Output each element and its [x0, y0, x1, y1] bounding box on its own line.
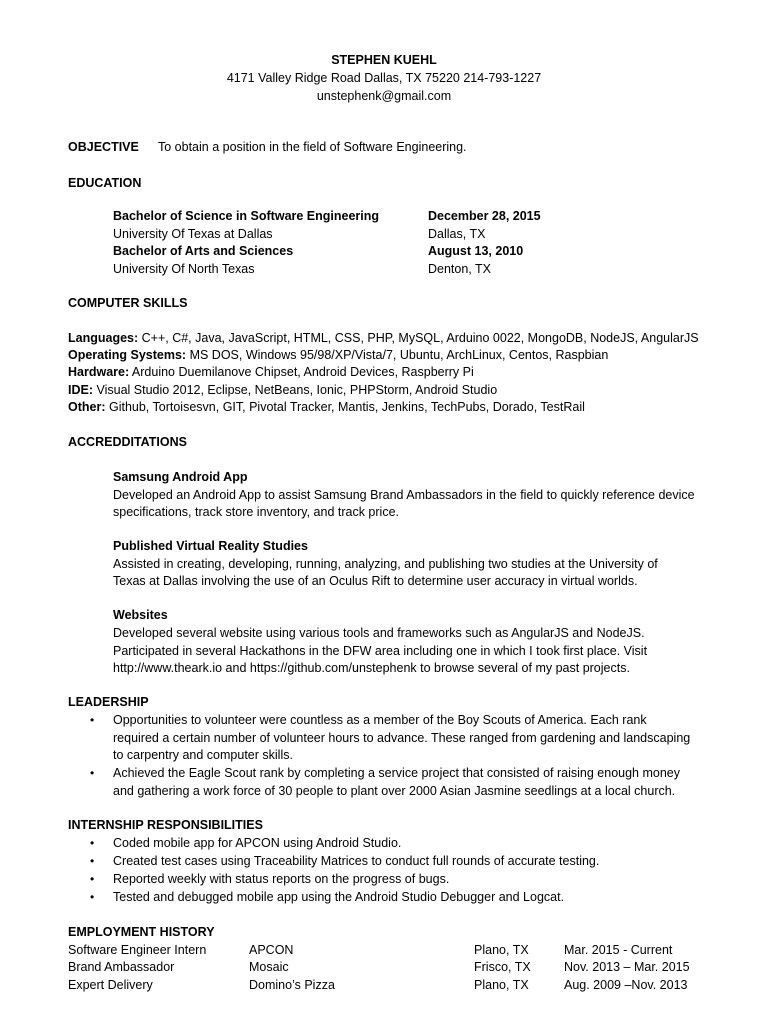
internship-item: Coded mobile app for APCON using Android Studio.: [113, 836, 402, 850]
bullet-icon: •: [90, 766, 95, 780]
accreditation-text: Developed an Android App to assist Samsung Brand Ambassadors in the field to quickly reference device: [113, 488, 695, 502]
leadership-text: Opportunities to volunteer were countless as a member of the Boy Scouts of America. Each rank: [113, 713, 647, 727]
accreditation-title: Samsung Android App: [113, 470, 248, 484]
skill-line: [68, 330, 699, 347]
job-title: Brand Ambassador: [68, 960, 175, 974]
objective-text: To obtain a position in the field of Software Engineering.: [158, 140, 467, 154]
accreditation-text: Developed several website using various tools and frameworks such as AngularJS and NodeJS.: [113, 626, 645, 640]
skill-value: C++, C#, Java, JavaScript, HTML, CSS, PHP, MySQL, Arduino 0022, MongoDB, NodeJS, AngularJS: [138, 331, 699, 345]
school-location: Denton, TX: [428, 262, 492, 276]
bullet-icon: •: [90, 890, 95, 904]
bullet-icon: •: [90, 854, 95, 868]
accreditation-title: Published Virtual Reality Studies: [113, 539, 308, 553]
skill-value: Arduino Duemilanove Chipset, Android Devices, Raspberry Pi: [129, 365, 474, 379]
skill-line: [68, 399, 585, 416]
job-company: Domino’s Pizza: [249, 978, 335, 992]
job-dates: Mar. 2015 - Current: [564, 943, 673, 957]
accreditations-heading: ACCREDDITATIONS: [68, 435, 187, 449]
candidate-name: STEPHEN KUEHL: [331, 53, 437, 67]
degree-title: Bachelor of Science in Software Engineering: [113, 209, 380, 223]
skill-label: Operating Systems:: [68, 348, 187, 362]
leadership-text: required a certain number of volunteer hours to advance. These ranged from gardening and landscaping: [113, 731, 691, 745]
job-location: Plano, TX: [474, 978, 529, 992]
skill-label: Languages:: [68, 331, 139, 345]
contact-email: unstephenk@gmail.com: [316, 89, 452, 103]
degree-date: August 13, 2010: [428, 244, 524, 258]
skill-label: IDE:: [68, 383, 93, 397]
accreditation-text: specifications, track store inventory, and track price.: [113, 505, 399, 519]
job-company: Mosaic: [249, 960, 289, 974]
internship-item: Reported weekly with status reports on the progress of bugs.: [113, 872, 450, 886]
job-location: Plano, TX: [474, 943, 529, 957]
skills-heading: COMPUTER SKILLS: [68, 296, 188, 310]
objective-heading: OBJECTIVE: [68, 140, 139, 154]
accreditation-text: Assisted in creating, developing, running, analyzing, and publishing two studies at the University of: [113, 557, 658, 571]
degree-date: December 28, 2015: [428, 209, 541, 223]
skill-value: Github, Tortoisesvn, GIT, Pivotal Tracker, Mantis, Jenkins, TechPubs, Dorado, TestRail: [105, 400, 585, 414]
skill-line: [68, 364, 474, 381]
job-location: Frisco, TX: [474, 960, 531, 974]
job-company: APCON: [249, 943, 294, 957]
school-location: Dallas, TX: [428, 227, 486, 241]
leadership-heading: LEADERSHIP: [68, 695, 149, 709]
degree-title: Bachelor of Arts and Sciences: [113, 244, 294, 258]
skill-line: [68, 382, 497, 399]
internship-item: Tested and debugged mobile app using the Android Studio Debugger and Logcat.: [113, 890, 565, 904]
leadership-text: to carpentry and computer skills.: [113, 748, 293, 762]
internship-heading: INTERNSHIP RESPONSIBILITIES: [68, 818, 263, 832]
job-dates: Nov. 2013 – Mar. 2015: [564, 960, 690, 974]
job-title: Expert Delivery: [68, 978, 153, 992]
employment-heading: EMPLOYMENT HISTORY: [68, 925, 215, 939]
skill-value: Visual Studio 2012, Eclipse, NetBeans, Ionic, PHPStorm, Android Studio: [93, 383, 498, 397]
leadership-text: and gathering a work force of 30 people to plant over 2000 Asian Jasmine seedlings at a local church.: [113, 784, 676, 798]
education-heading: EDUCATION: [68, 176, 142, 190]
job-title: Software Engineer Intern: [68, 943, 207, 957]
accreditation-text: Participated in several Hackathons in the DFW area including one in which I took first place. Visit: [113, 644, 648, 658]
contact-address-phone: 4171 Valley Ridge Road Dallas, TX 75220 214-793-1227: [226, 71, 542, 85]
accreditation-text: Texas at Dallas involving the use of an Oculus Rift to determine user accuracy in virtual worlds.: [113, 574, 638, 588]
skill-label: Hardware:: [68, 365, 130, 379]
bullet-icon: •: [90, 836, 95, 850]
skill-label: Other:: [68, 400, 106, 414]
bullet-icon: •: [90, 713, 95, 727]
school-name: University Of North Texas: [113, 262, 255, 276]
internship-item: Created test cases using Traceability Matrices to conduct full rounds of accurate testing.: [113, 854, 600, 868]
skill-value: MS DOS, Windows 95/98/XP/Vista/7, Ubuntu, ArchLinux, Centos, Raspbian: [186, 348, 609, 362]
school-name: University Of Texas at Dallas: [113, 227, 273, 241]
accreditation-text: http://www.theark.io and https://github.com/unstephenk to browse several of my past projects.: [113, 661, 630, 675]
leadership-text: Achieved the Eagle Scout rank by completing a service project that consisted of raising enough money: [113, 766, 680, 780]
accreditation-title: Websites: [113, 608, 168, 622]
bullet-icon: •: [90, 872, 95, 886]
job-dates: Aug. 2009 –Nov. 2013: [564, 978, 688, 992]
skill-line: [68, 347, 608, 364]
